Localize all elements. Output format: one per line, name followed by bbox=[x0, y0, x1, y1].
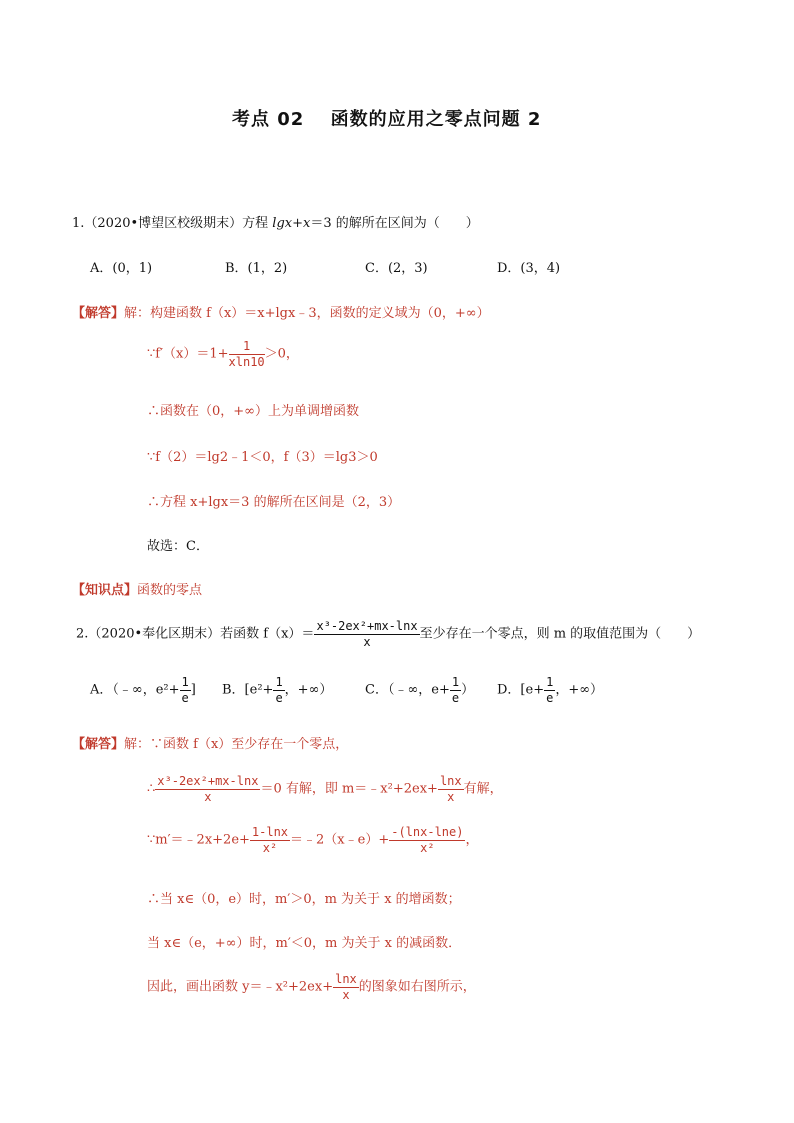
q1-option-a: A．(0，1) bbox=[90, 261, 153, 276]
question-1-stem bbox=[72, 212, 479, 231]
q2-option-d-suffix: ，+∞） bbox=[555, 682, 604, 698]
q2-answer-tag: 【解答】 bbox=[72, 737, 125, 752]
fraction-denominator: e bbox=[181, 690, 189, 705]
q2-step-1-a: ∴ bbox=[147, 781, 156, 797]
fraction-numerator: 1-lnx bbox=[251, 825, 289, 839]
q2-step-2-fraction-1 bbox=[250, 826, 290, 854]
q2-option-b-fraction bbox=[273, 676, 284, 704]
fraction-denominator: x² bbox=[420, 840, 435, 855]
q2-step-1-b: ＝0 有解，即 m＝﹣x²+2ex+ bbox=[260, 781, 438, 797]
q2-option-c-suffix: ） bbox=[461, 682, 475, 698]
question-2-stem bbox=[76, 620, 700, 648]
q2-option-a-fraction bbox=[180, 676, 191, 704]
fraction-denominator: xln10 bbox=[228, 354, 265, 369]
page-title: 考点 02 函数的应用之零点问题 2 bbox=[232, 109, 542, 130]
q2-option-b bbox=[222, 676, 332, 704]
q1-step-1-a: ∵f′（x）＝1+ bbox=[147, 346, 229, 362]
q1-stem-suffix: ＝3 的解所在区间为（ ） bbox=[310, 216, 479, 231]
fraction-denominator: e bbox=[546, 690, 554, 705]
fraction-denominator: x² bbox=[262, 840, 278, 855]
q1-step-5: 故选：C． bbox=[147, 539, 209, 554]
q2-step-1-c: 有解， bbox=[463, 781, 503, 797]
q1-step-1-fraction bbox=[229, 340, 265, 368]
q1-step-2: ∴函数在（0，+∞）上为单调增函数 bbox=[147, 404, 359, 419]
q1-step-3: ∵f（2）＝lg2﹣1＜0，f（3）＝lg3＞0 bbox=[147, 450, 378, 465]
fraction-denominator: e bbox=[451, 690, 460, 705]
q2-stem-suffix: 至少存在一个零点，则 m 的取值范围为（ ） bbox=[419, 626, 701, 642]
q2-step-3: ∴当 x∈（0，e）时，m′＞0，m 为关于 x 的增函数； bbox=[147, 892, 461, 907]
q2-option-c-prefix: C．（﹣∞，e+ bbox=[365, 682, 450, 698]
fraction-denominator: x bbox=[447, 789, 455, 804]
q2-stem-prefix: 2.（2020•奉化区期末）若函数 f（x）＝ bbox=[76, 626, 315, 642]
q2-step-5-b: 的图象如右图所示， bbox=[358, 979, 476, 995]
q1-step-1-b: ＞0， bbox=[264, 346, 299, 362]
q1-stem-equation: lgx+x bbox=[272, 216, 311, 231]
q1-answer-text: 解：构建函数 f（x）＝x+lgx﹣3，函数的定义域为（0，+∞） bbox=[124, 306, 490, 321]
fraction-denominator: x bbox=[204, 789, 212, 804]
fraction-numerator: x³-2ex²+mx-lnx bbox=[157, 774, 259, 788]
q1-step-1 bbox=[147, 340, 299, 368]
q2-step-5 bbox=[147, 973, 476, 1001]
fraction-numerator: 1 bbox=[181, 675, 189, 689]
q2-step-2-b: ＝﹣2（x﹣e）+ bbox=[290, 832, 390, 848]
q1-knowledge-tag: 【知识点】 bbox=[72, 583, 138, 598]
q2-option-a-suffix: ] bbox=[190, 682, 196, 698]
fraction-denominator: x bbox=[363, 634, 371, 649]
fraction-numerator: -(lnx-lne) bbox=[391, 825, 464, 839]
q1-step-4: ∴方程 x+lgx＝3 的解所在区间是（2，3） bbox=[147, 495, 401, 510]
q2-step-4: 当 x∈（e，+∞）时，m′＜0，m 为关于 x 的减函数． bbox=[147, 936, 462, 951]
fraction-denominator: x bbox=[342, 987, 350, 1002]
q2-option-c bbox=[365, 676, 474, 704]
q2-answer-text: 解：∵函数 f（x）至少存在一个零点， bbox=[124, 737, 349, 752]
q1-option-c: C．(2，3) bbox=[365, 261, 428, 276]
q2-step-1-fraction-1 bbox=[155, 775, 260, 803]
fraction-numerator: 1 bbox=[451, 675, 460, 689]
fraction-numerator: 1 bbox=[275, 675, 283, 689]
q1-option-d: D．(3，4) bbox=[497, 261, 561, 276]
q2-step-1 bbox=[147, 775, 503, 803]
fraction-denominator: e bbox=[275, 690, 283, 705]
q2-step-2-a: ∵m′＝﹣2x+2e+ bbox=[147, 832, 250, 848]
q2-step-2-c: ， bbox=[465, 832, 479, 848]
q2-option-b-suffix: ，+∞） bbox=[284, 682, 333, 698]
q2-step-5-a: 因此，画出函数 y＝﹣x²+2ex+ bbox=[147, 979, 334, 995]
q1-answer-line bbox=[72, 302, 490, 321]
fraction-numerator: 1 bbox=[229, 340, 265, 355]
q2-answer-line bbox=[72, 733, 348, 752]
q2-option-d-prefix: D．[e+ bbox=[497, 682, 545, 698]
q1-knowledge-point bbox=[72, 579, 202, 598]
fraction-numerator: 1 bbox=[546, 675, 554, 689]
q2-option-c-fraction bbox=[450, 676, 461, 704]
q1-answer-tag: 【解答】 bbox=[72, 306, 125, 321]
fraction-numerator: lnx bbox=[335, 972, 357, 986]
q2-step-1-fraction-2 bbox=[438, 775, 464, 803]
q2-step-2-fraction-2 bbox=[389, 826, 465, 854]
q2-option-a-prefix: A．（﹣∞，e²+ bbox=[90, 682, 180, 698]
q1-knowledge-text: 函数的零点 bbox=[137, 583, 203, 598]
q2-option-d-fraction bbox=[544, 676, 555, 704]
fraction-numerator: x³-2ex²+mx-lnx bbox=[316, 619, 418, 633]
q1-option-b: B．(1，2) bbox=[225, 261, 288, 276]
q2-option-a bbox=[90, 676, 196, 704]
q2-option-d bbox=[497, 676, 603, 704]
q2-step-2 bbox=[147, 826, 479, 854]
q1-stem-prefix: 1.（2020•博望区校级期末）方程 bbox=[72, 216, 273, 231]
q2-option-b-prefix: B．[e²+ bbox=[222, 682, 274, 698]
fraction-numerator: lnx bbox=[439, 774, 462, 788]
q2-stem-fraction bbox=[314, 620, 419, 648]
q2-step-5-fraction bbox=[333, 973, 359, 1001]
